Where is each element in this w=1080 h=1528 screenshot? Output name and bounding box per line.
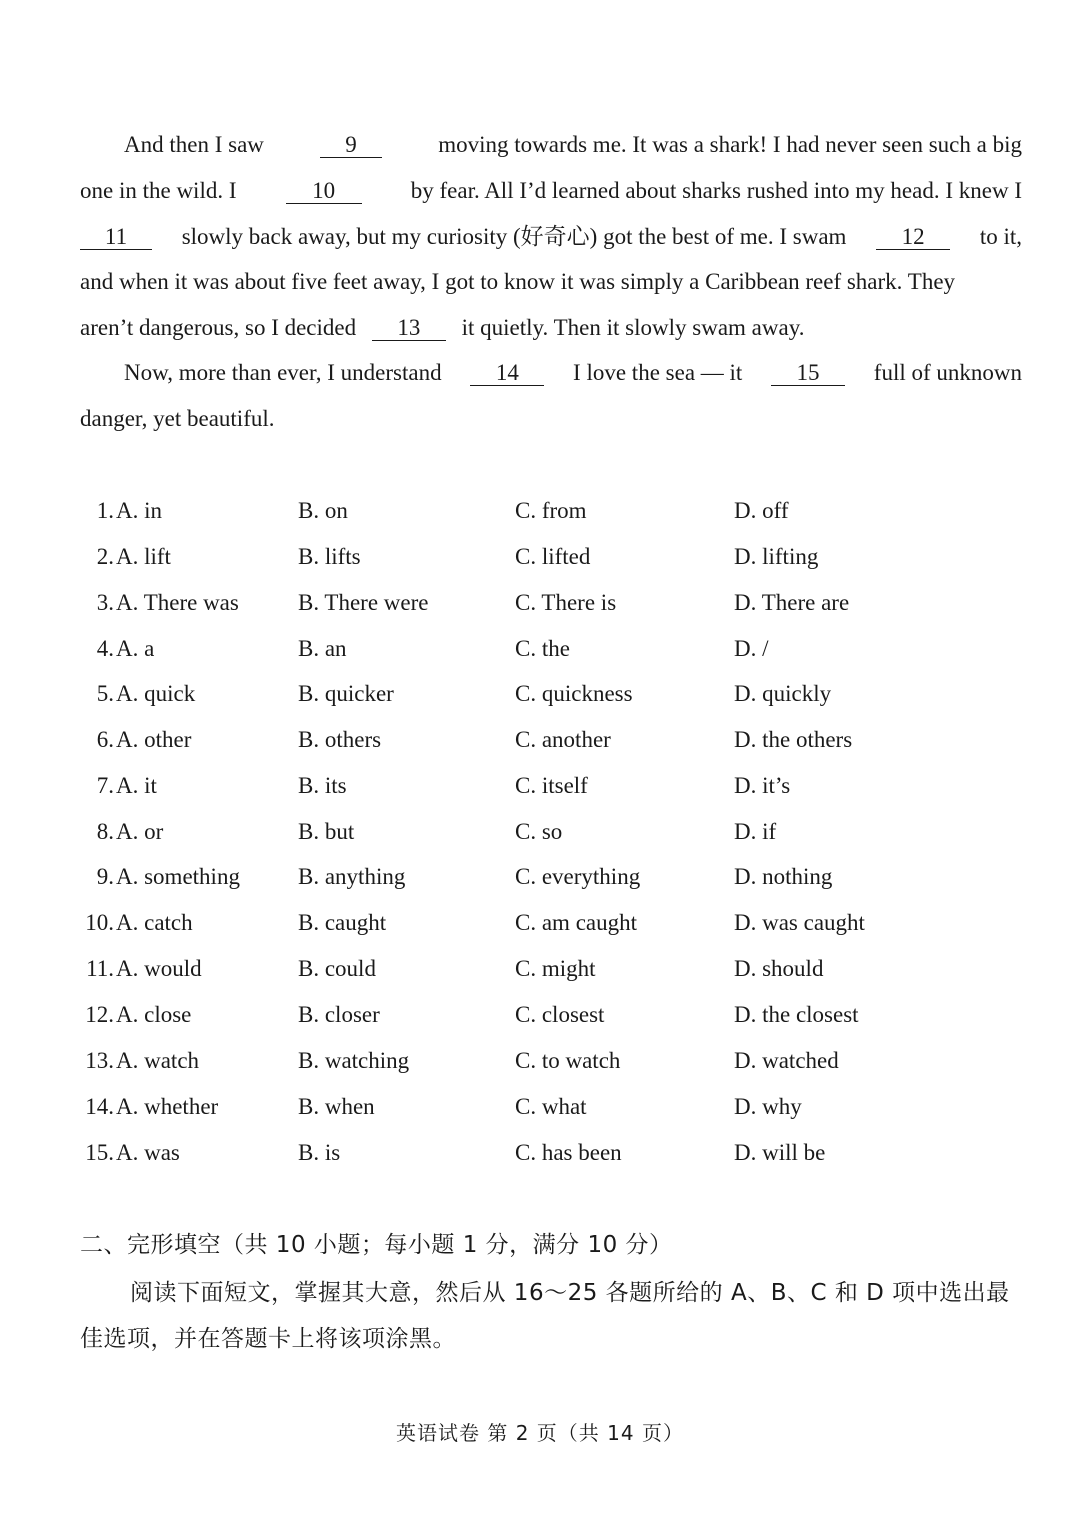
option-d: D. should [734, 956, 824, 981]
passage-text: moving towards me. It was a shark! I had never seen such a big [438, 132, 1022, 157]
section-heading: 二、完形填空（共 10 小题；每小题 1 分，满分 10 分） [80, 1232, 673, 1258]
passage-text: And then I saw [124, 132, 264, 157]
option-c: C. itself [515, 773, 588, 798]
question-row [80, 588, 980, 618]
option-c: C. am caught [515, 910, 637, 935]
passage-text: one in the wild. I [80, 178, 237, 203]
passage-text: danger, yet beautiful. [80, 406, 275, 431]
passage-text: I love the sea — it [573, 360, 743, 385]
question-row [80, 679, 980, 709]
question-number: 15. [85, 1140, 114, 1165]
option-a: A. watch [116, 1048, 200, 1073]
option-d: D. watched [734, 1048, 839, 1073]
passage-text: Now, more than ever, I understand [124, 360, 442, 385]
option-a: A. it [116, 773, 157, 798]
option-c: C. to watch [515, 1048, 621, 1073]
question-number: 2. [96, 544, 114, 569]
option-c: C. another [515, 727, 611, 752]
page-footer: 英语试卷 第 2 页（共 14 页） [396, 1421, 684, 1445]
option-b: B. but [298, 819, 355, 844]
option-d: D. There are [734, 590, 850, 615]
option-d: D. will be [734, 1140, 826, 1165]
option-a: A. in [116, 498, 162, 523]
question-number: 13. [85, 1048, 114, 1073]
question-row [80, 496, 980, 526]
option-a: A. a [116, 636, 155, 661]
question-row [80, 542, 980, 572]
question-row [80, 954, 980, 984]
option-d: D. quickly [734, 681, 832, 706]
option-c: C. so [515, 819, 563, 844]
option-b: B. is [298, 1140, 341, 1165]
passage-line [124, 358, 1022, 388]
option-b: B. on [298, 498, 348, 523]
option-b: B. quicker [298, 681, 394, 706]
passage-text: by fear. All I’d learned about sharks rushed into my head. I knew I [410, 178, 1022, 203]
blank-12: 12 [876, 225, 950, 250]
option-b: B. an [298, 636, 347, 661]
option-b: B. when [298, 1094, 375, 1119]
blank-15: 15 [771, 361, 845, 386]
passage-line [80, 176, 1022, 206]
section-instruction: 阅读下面短文，掌握其大意，然后从 16～25 各题所给的 A、B、C 和 D 项中选出最 [130, 1280, 1010, 1306]
option-b: B. its [298, 773, 347, 798]
question-number: 12. [85, 1002, 114, 1027]
option-b: B. closer [298, 1002, 380, 1027]
passage-line [80, 313, 1022, 343]
option-a: A. was [116, 1140, 180, 1165]
option-c: C. might [515, 956, 596, 981]
option-c: C. everything [515, 864, 641, 889]
option-a: A. something [116, 864, 240, 889]
question-row [80, 1046, 980, 1076]
option-c: C. has been [515, 1140, 622, 1165]
passage-line [80, 404, 1022, 434]
question-row [80, 1000, 980, 1030]
option-d: D. lifting [734, 544, 819, 569]
option-d: D. was caught [734, 910, 865, 935]
option-c: C. closest [515, 1002, 605, 1027]
question-row [80, 771, 980, 801]
option-d: D. / [734, 636, 769, 661]
question-number: 6. [96, 727, 114, 752]
option-a: A. There was [116, 590, 239, 615]
option-a: A. catch [116, 910, 193, 935]
option-a: A. or [116, 819, 164, 844]
question-row [80, 634, 980, 664]
question-number: 3. [96, 590, 114, 615]
option-d: D. off [734, 498, 789, 523]
question-row [80, 862, 980, 892]
option-b: B. There were [298, 590, 429, 615]
question-row [80, 725, 980, 755]
option-d: D. why [734, 1094, 802, 1119]
blank-11: 11 [80, 225, 152, 250]
option-a: A. other [116, 727, 192, 752]
option-a: A. would [116, 956, 202, 981]
option-b: B. watching [298, 1048, 410, 1073]
option-b: B. lifts [298, 544, 361, 569]
question-row [80, 1092, 980, 1122]
question-number: 10. [85, 910, 114, 935]
question-number: 1. [96, 498, 114, 523]
question-number: 11. [86, 956, 114, 981]
passage-line [124, 130, 1022, 160]
blank-10: 10 [286, 179, 362, 204]
question-number: 4. [96, 636, 114, 661]
option-d: D. nothing [734, 864, 833, 889]
passage-text: it quietly. Then it slowly swam away. [461, 315, 805, 340]
blank-9: 9 [320, 133, 382, 158]
option-d: D. the others [734, 727, 853, 752]
blank-14: 14 [470, 361, 544, 386]
option-a: A. lift [116, 544, 171, 569]
question-row [80, 817, 980, 847]
option-d: D. the closest [734, 1002, 859, 1027]
passage-text: to it, [979, 224, 1022, 249]
question-number: 5. [96, 681, 114, 706]
option-c: C. lifted [515, 544, 591, 569]
option-c: C. the [515, 636, 570, 661]
question-row [80, 1138, 980, 1168]
option-a: A. quick [116, 681, 196, 706]
passage-line [80, 222, 1022, 252]
option-b: B. anything [298, 864, 406, 889]
option-b: B. could [298, 956, 376, 981]
option-c: C. what [515, 1094, 587, 1119]
option-c: C. quickness [515, 681, 633, 706]
question-number: 9. [96, 864, 114, 889]
passage-line [80, 267, 1022, 297]
passage-text: aren’t dangerous, so I decided [80, 315, 357, 340]
option-c: C. There is [515, 590, 617, 615]
passage-text: full of unknown [873, 360, 1022, 385]
option-d: D. if [734, 819, 777, 844]
blank-13: 13 [372, 316, 446, 341]
question-number: 7. [96, 773, 114, 798]
option-a: A. close [116, 1002, 192, 1027]
option-c: C. from [515, 498, 587, 523]
option-b: B. others [298, 727, 382, 752]
option-d: D. it’s [734, 773, 791, 798]
section-instruction: 佳选项，并在答题卡上将该项涂黑。 [80, 1326, 456, 1352]
option-a: A. whether [116, 1094, 219, 1119]
question-row [80, 908, 980, 938]
passage-text: and when it was about five feet away, I got to know it was simply a Caribbean reef shark. They [80, 269, 956, 294]
passage-text: slowly back away, but my curiosity (好奇心) got the best of me. I swam [181, 224, 847, 249]
question-number: 14. [85, 1094, 114, 1119]
question-number: 8. [96, 819, 114, 844]
option-b: B. caught [298, 910, 387, 935]
